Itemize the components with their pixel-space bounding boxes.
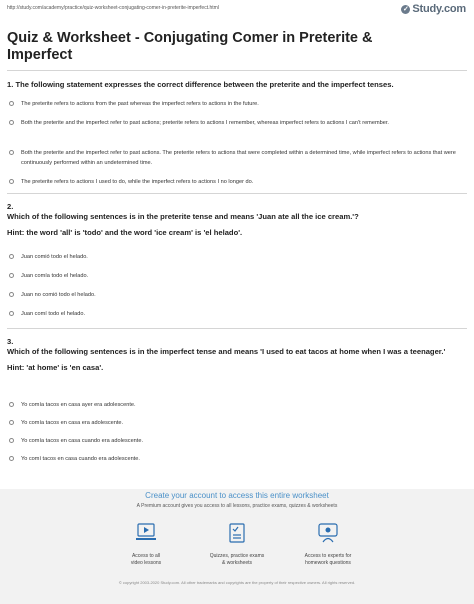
radio-icon[interactable] xyxy=(9,292,14,297)
question-hint: Hint: the word 'all' is 'todo' and the word 'ice cream' is 'el helado'. xyxy=(7,227,243,237)
radio-icon[interactable] xyxy=(9,150,14,155)
answer-option[interactable] xyxy=(7,290,464,300)
option-label: The preterite refers to actions from the past whereas the imperfect refers to actions in the future. xyxy=(21,101,259,107)
radio-icon[interactable] xyxy=(9,438,14,443)
feature-label-line1: Quizzes, practice exams xyxy=(209,553,265,559)
answer-option[interactable] xyxy=(7,177,464,187)
option-label: Yo comía tacos en casa cuando era adolescente. xyxy=(21,438,144,444)
radio-icon[interactable] xyxy=(9,456,14,461)
feature-label-line2: & worksheets xyxy=(221,559,252,566)
expert-icon xyxy=(317,523,339,543)
title-divider xyxy=(7,70,467,71)
premium-subtitle: A Premium account gives you access to all lessons, practice exams, quizzes & worksheets xyxy=(136,503,338,509)
answer-option[interactable] xyxy=(7,118,464,128)
answer-option[interactable] xyxy=(7,271,464,281)
option-label: Juan comí todo el helado. xyxy=(21,311,86,317)
question-text: 1. The following statement expresses the correct difference between the preterite and the imperfect tenses. xyxy=(7,80,394,89)
question-number: 3. xyxy=(7,337,14,346)
question-3 xyxy=(7,337,464,462)
question-number: 2. xyxy=(7,202,14,211)
feature-video-lessons xyxy=(101,523,191,566)
radio-icon[interactable] xyxy=(9,420,14,425)
page-title: Quiz & Worksheet - Conjugating Comer in Preterite & Imperfect xyxy=(7,30,373,63)
answer-option[interactable] xyxy=(7,309,464,319)
feature-label-line2: video lessons xyxy=(130,559,162,566)
premium-footer xyxy=(0,489,474,604)
option-label: Juan comía todo el helado. xyxy=(21,273,89,279)
question-hint: Hint: 'at home' is 'en casa'. xyxy=(7,362,104,372)
feature-label-line2: homework questions xyxy=(305,559,351,566)
logo-text: Study.com xyxy=(412,3,466,15)
question-1 xyxy=(7,80,464,185)
quiz-icon xyxy=(226,523,248,543)
radio-icon[interactable] xyxy=(9,273,14,278)
radio-icon[interactable] xyxy=(9,311,14,316)
option-label: Yo comía tacos en casa ayer era adolescente. xyxy=(21,402,136,408)
radio-icon[interactable] xyxy=(9,254,14,259)
video-icon xyxy=(135,523,157,543)
answer-option[interactable] xyxy=(7,418,464,428)
copyright-notice: © copyright 2003-2020 Study.com. All other trademarks and copyrights are the property of their respective owners. All rights reserved. xyxy=(118,580,356,585)
feature-experts xyxy=(283,523,373,566)
option-label: Both the preterite and the imperfect refer to past actions. The preterite refers to actions that were completed within a determined time, while imperfect refers to actions that were continuously performed within an undetermined time. xyxy=(21,150,456,166)
answer-option[interactable] xyxy=(7,252,464,262)
answer-option[interactable] xyxy=(7,454,464,464)
answer-option[interactable] xyxy=(7,400,464,410)
option-label: Yo comía tacos en casa era adolescente. xyxy=(21,420,124,426)
question-divider xyxy=(7,193,467,194)
feature-label-line1: Access to all xyxy=(131,553,161,559)
option-label: Juan no comió todo el helado. xyxy=(21,292,96,298)
answer-option[interactable] xyxy=(7,148,464,168)
option-label: Juan comió todo el helado. xyxy=(21,254,88,260)
page-url: http://study.com/academy/practice/quiz-worksheet-conjugating-comer-in-preterite-imperfect.html xyxy=(7,5,219,11)
question-2 xyxy=(7,202,464,317)
option-label: Both the preterite and the imperfect refer to past actions; preterite refers to actions I remember, whereas imperfect refers to actions I can't remember. xyxy=(21,120,389,126)
radio-icon[interactable] xyxy=(9,179,14,184)
radio-icon[interactable] xyxy=(9,402,14,407)
question-divider xyxy=(7,328,467,329)
option-label: The preterite refers to actions I used to do, while the imperfect refers to actions I no longer do. xyxy=(21,179,254,185)
question-text: Which of the following sentences is in the preterite tense and means 'Juan ate all the ice cream.'? xyxy=(7,212,359,221)
feature-label-line1: Access to experts for xyxy=(304,553,352,559)
checkmark-icon: ✓ xyxy=(402,5,409,13)
answer-option[interactable] xyxy=(7,436,464,446)
feature-quizzes xyxy=(192,523,282,566)
option-label: Yo comí tacos en casa cuando era adolescente. xyxy=(21,456,140,462)
answer-option[interactable] xyxy=(7,99,464,109)
radio-icon[interactable] xyxy=(9,101,14,106)
create-account-link[interactable]: Create your account to access this entire worksheet xyxy=(145,491,329,500)
radio-icon[interactable] xyxy=(9,120,14,125)
study-logo[interactable] xyxy=(401,3,466,15)
question-text: Which of the following sentences is in the imperfect tense and means 'I used to eat tacos at home when I was a teenager.' xyxy=(7,347,446,356)
